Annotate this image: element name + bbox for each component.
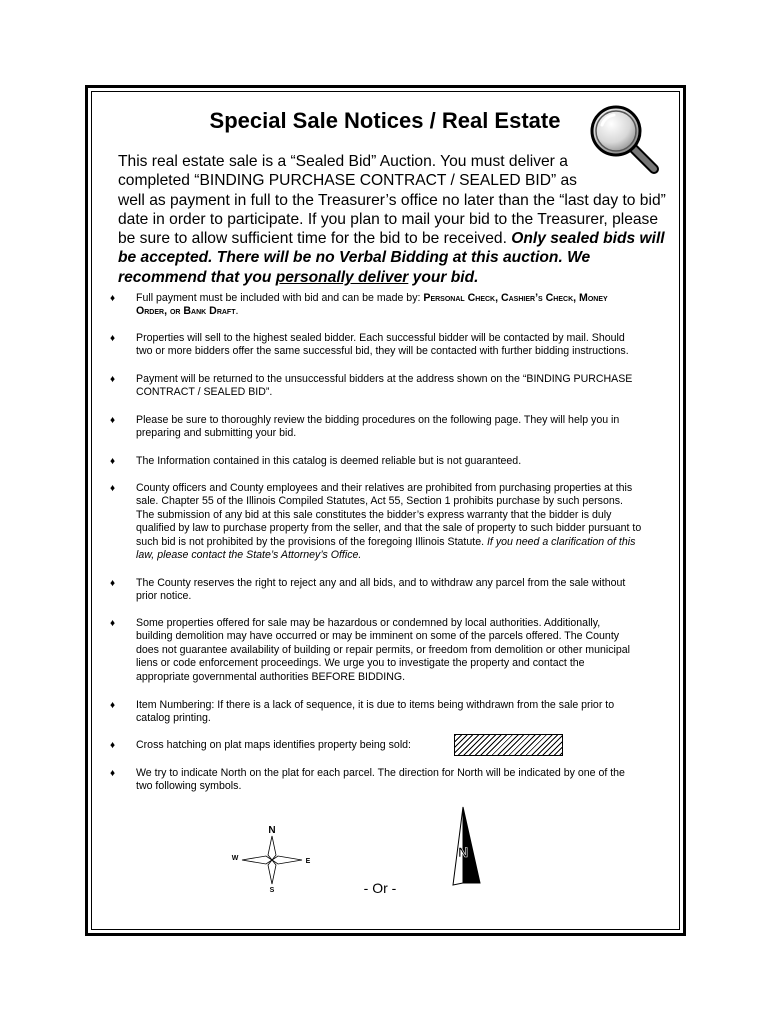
item-line: The submission of any bid at this sale constitutes the bidder’s express warranty that the bidder is duly [136, 508, 612, 521]
diamond-bullet-icon: ♦ [110, 333, 116, 344]
compass-north: N [268, 825, 276, 836]
item-line: Cross hatching on plat maps identifies property being sold: [136, 739, 412, 751]
payment-methods: Personal Check, Cashier’s Check, Money [423, 292, 608, 304]
item-line: law, please contact the State’s Attorney’s Office. [136, 549, 362, 562]
item-italic: If you need a clarification of this [486, 535, 636, 548]
diamond-bullet-icon: ♦ [110, 578, 116, 589]
intro-emphasis: recommend that you [118, 268, 276, 286]
item-line: two following symbols. [136, 780, 242, 793]
item-line: Please be sure to thoroughly review the bidding procedures on the following page. They will help you in [136, 414, 620, 426]
item-line: Some properties offered for sale may be hazardous or condemned by local authorities. Additionally, [136, 617, 601, 629]
diamond-bullet-icon: ♦ [110, 700, 116, 711]
or-separator: - Or - [363, 880, 397, 896]
intro-line: This real estate sale is a “Sealed Bid” Auction. You must deliver a [118, 153, 568, 170]
intro-text: be sure to allow sufficient time for the bid to be received. [118, 230, 512, 248]
item-text: such bid is not prohibited by the provisions of the foregoing Illinois Statute. [136, 535, 487, 548]
diamond-bullet-icon: ♦ [110, 456, 116, 467]
intro-line: completed “BINDING PURCHASE CONTRACT / SEALED BID” as [118, 172, 577, 190]
item-line: Properties will sell to the highest sealed bidder. Each successful bidder will be contacted by mail. Should [136, 332, 625, 344]
item-line: appropriate governmental authorities BEFORE BIDDING. [136, 670, 406, 683]
item-line [136, 536, 681, 549]
compass-west: W [231, 855, 239, 862]
item-line [136, 292, 681, 305]
item-line: Payment will be returned to the unsuccessful bidders at the address shown on the “BINDING PURCHASE [136, 373, 633, 385]
item-line: preparing and submitting your bid. [136, 427, 297, 440]
diamond-bullet-icon: ♦ [110, 483, 116, 494]
diamond-bullet-icon: ♦ [110, 415, 116, 426]
intro-underlined: personally deliver [275, 268, 409, 286]
item-line: qualified by law to purchase property from the seller, and that the sale of property to such bidder pursuant to [136, 522, 642, 535]
diamond-bullet-icon: ♦ [110, 374, 116, 385]
intro-line [118, 229, 666, 248]
item-text: Full payment must be included with bid and can be made by: [136, 292, 424, 304]
cross-hatch-sample [454, 734, 563, 756]
item-line: The Information contained in this catalog is deemed reliable but is not guaranteed. [136, 455, 522, 467]
diamond-bullet-icon: ♦ [110, 618, 116, 629]
intro-emphasis: your bid. [408, 268, 479, 286]
item-line: Item Numbering: If there is a lack of sequence, it is due to items being withdrawn from the sale prior to [136, 699, 615, 711]
item-line: prior notice. [136, 590, 192, 603]
page-title: Special Sale Notices / Real Estate [209, 108, 561, 133]
item-line [136, 305, 681, 318]
intro-paragraph [118, 152, 666, 287]
item-line: The County reserves the right to reject any and all bids, and to withdraw any parcel from the sale without [136, 577, 626, 589]
diamond-bullet-icon: ♦ [110, 293, 116, 304]
item-line: We try to indicate North on the plat for each parcel. The direction for North will be indicated by one of the [136, 767, 625, 779]
item-line: catalog printing. [136, 712, 211, 725]
compass-south: S [269, 887, 275, 892]
item-line: building demolition may have occurred or may be imminent on some of the parcels offered. The County [136, 630, 620, 643]
intro-emphasis: be accepted. There will be no Verbal Bidding at this auction. We [118, 249, 591, 267]
payment-methods: Order, or Bank Draft [136, 305, 236, 318]
diamond-bullet-icon: ♦ [110, 768, 116, 779]
item-line: sale. Chapter 55 of the Illinois Compiled Statutes, Act 55, Section 1 prohibits purchase by such persons. [136, 495, 623, 508]
item-line: County officers and County employees and their relatives are prohibited from purchasing properties at this [136, 482, 633, 494]
item-text: . [235, 305, 239, 318]
diamond-bullet-icon: ♦ [110, 740, 116, 751]
item-line: CONTRACT / SEALED BID”. [136, 386, 273, 399]
intro-line [118, 268, 666, 287]
item-line: does not guarantee availability of building or repair permits, or freedom from demolition or other municipal [136, 643, 631, 656]
item-line: two or more bidders offer the same successful bid, they will be contacted with further bidding instructions. [136, 345, 629, 358]
compass-east: E [305, 858, 311, 865]
intro-line: well as payment in full to the Treasurer’s office no later than the “last day to bid” [118, 191, 666, 209]
north-arrow-icon [445, 805, 485, 887]
intro-emphasis: Only sealed bids will [511, 230, 665, 248]
intro-line: date in order to participate. If you plan to mail your bid to the Treasurer, please [118, 210, 659, 228]
north-arrow-label: N [457, 844, 469, 860]
item-line: liens or code enforcement proceedings. We urge you to investigate the property and contact the [136, 657, 585, 670]
